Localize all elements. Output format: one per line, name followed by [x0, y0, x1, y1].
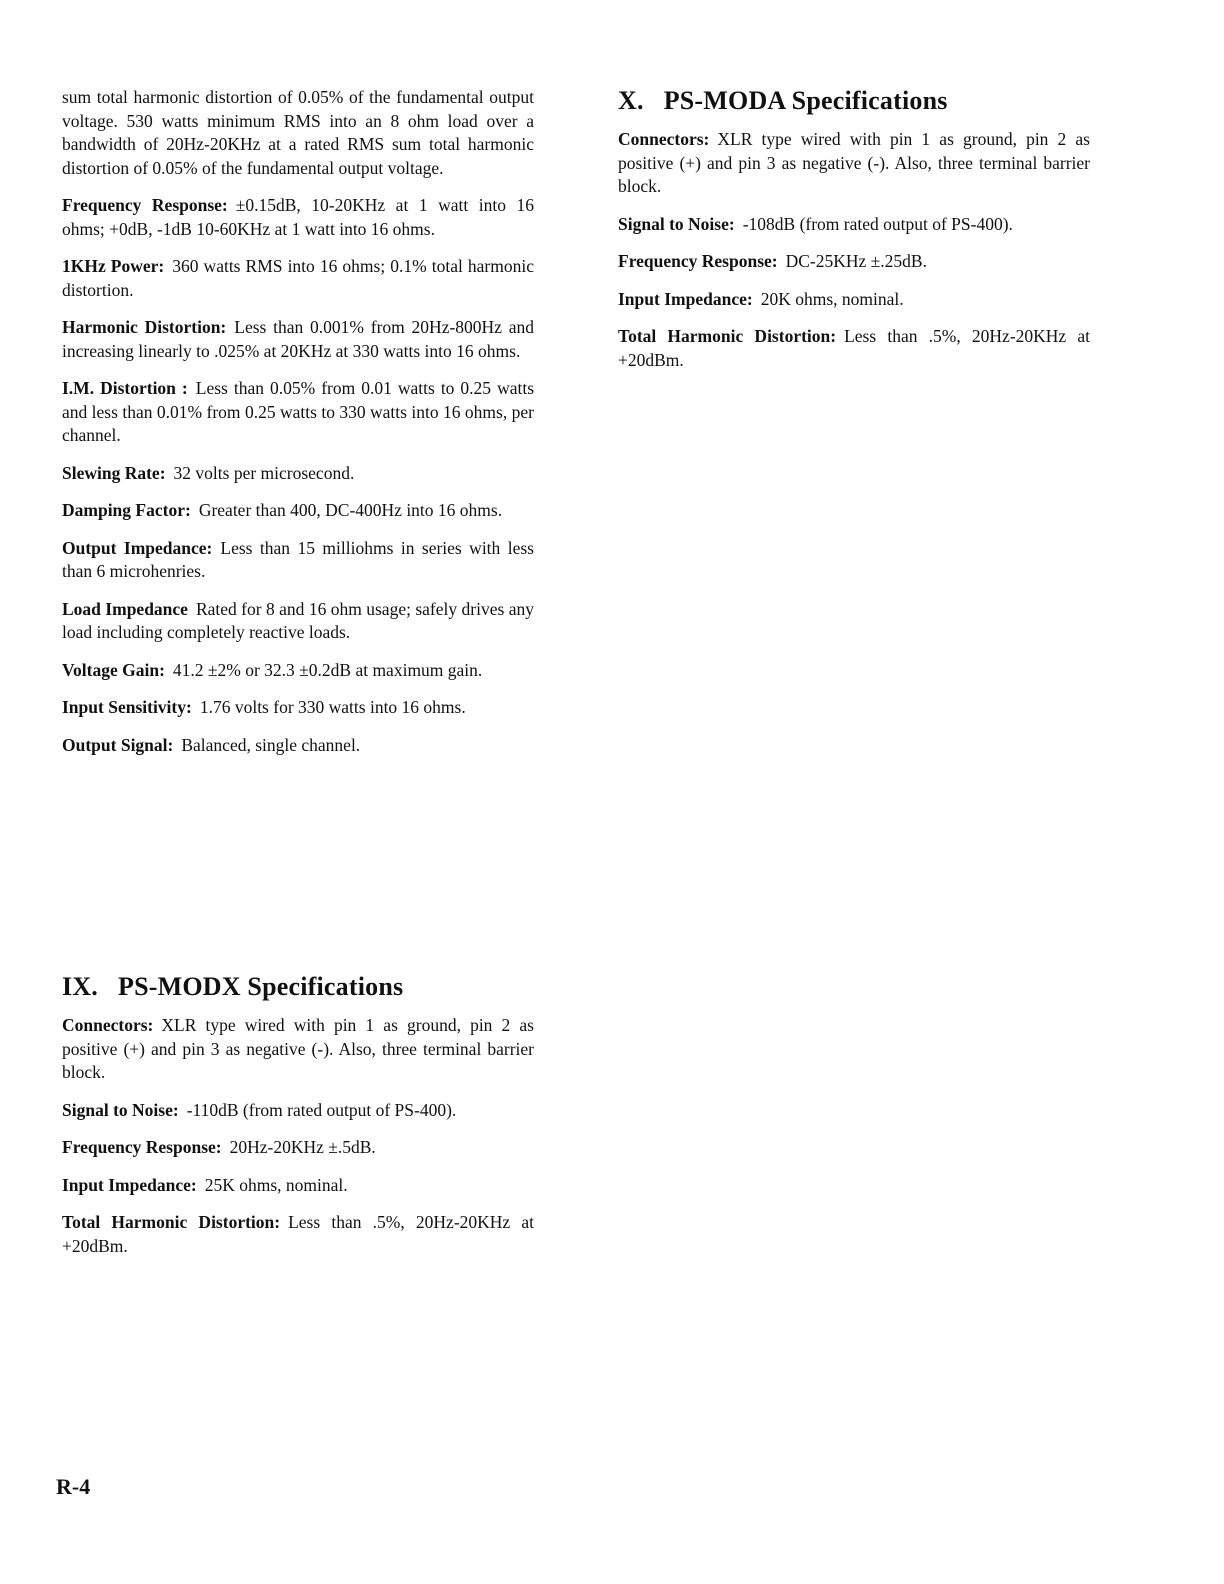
spec-text: ±0.15dB, 10-20KHz at 1 watt into 16 ohms; +0dB, -1dB 10-60KHz at 1 watt into 16 ohms.	[62, 195, 534, 239]
spec-input-impedance	[62, 1174, 534, 1198]
spec-frequency-response	[62, 1136, 534, 1160]
spec-text: 20K ohms, nominal.	[760, 288, 904, 309]
spec-label: I.M. Distortion :	[62, 378, 188, 398]
spec-label: Output Signal:	[62, 734, 174, 755]
section-heading	[618, 86, 1090, 116]
spec-text: 1.76 volts for 330 watts into 16 ohms.	[199, 697, 466, 717]
spec-connectors	[618, 128, 1090, 199]
section-ix-ps-modx	[62, 972, 534, 1272]
spec-text: Less than .5%, 20Hz-20KHz at +20dBm.	[62, 1212, 534, 1256]
spec-label: Input Sensitivity:	[62, 697, 192, 717]
spec-connectors	[62, 1014, 534, 1085]
section-title: PS-MODX Specifications	[118, 972, 404, 1001]
intro-paragraph: sum total harmonic distortion of 0.05% of the fundamental output voltage. 530 watts minimum RMS into an 8 ohm load over a bandwidth of 20Hz-20KHz at a rated RMS sum total harmonic distortion of 0.05% of the fundamental output voltage.	[62, 87, 534, 178]
spec-label: Total Harmonic Distortion:	[618, 326, 837, 346]
spec-label: Output Impedance:	[62, 537, 213, 558]
spec-label: Signal to Noise:	[618, 213, 735, 234]
spec-text: XLR type wired with pin 1 as ground, pin 2 as positive (+) and pin 3 as negative (-). Also, three terminal barrier block.	[62, 1015, 534, 1082]
spec-text: 41.2 ±2% or 32.3 ±0.2dB at maximum gain.	[172, 659, 483, 680]
spec-label: Input Impedance:	[618, 288, 753, 309]
spec-label: Signal to Noise:	[62, 1099, 179, 1120]
spec-text: Less than .5%, 20Hz-20KHz at +20dBm.	[618, 326, 1090, 370]
section-heading	[62, 972, 534, 1002]
spec-input-sensitivity	[62, 696, 534, 720]
left-column	[62, 86, 534, 771]
spec-label: Voltage Gain:	[62, 659, 165, 680]
spec-text: -108dB (from rated output of PS-400).	[742, 213, 1013, 234]
spec-slewing-rate	[62, 462, 534, 486]
spec-voltage-gain	[62, 659, 534, 683]
spec-label: Total Harmonic Distortion:	[62, 1212, 281, 1232]
spec-text: 32 volts per microsecond.	[173, 462, 355, 483]
spec-text: -110dB (from rated output of PS-400).	[186, 1099, 457, 1120]
spec-im-distortion	[62, 377, 534, 448]
section-number: X.	[618, 86, 644, 115]
spec-text: XLR type wired with pin 1 as ground, pin 2 as positive (+) and pin 3 as negative (-). Also, three terminal barrier block.	[618, 129, 1090, 196]
page-number: R-4	[56, 1474, 91, 1499]
spec-damping-factor	[62, 499, 534, 523]
spec-label: Frequency Response:	[618, 251, 778, 271]
spec-label: 1KHz Power:	[62, 256, 165, 276]
spec-output-signal	[62, 734, 534, 758]
spec-label: Connectors:	[618, 129, 710, 149]
spec-text: Less than 15 milliohms in series with less than 6 microhenries.	[62, 537, 534, 581]
spec-total-harmonic-distortion	[618, 325, 1090, 372]
spec-total-harmonic-distortion	[62, 1211, 534, 1258]
spec-text: Balanced, single channel.	[181, 734, 361, 755]
spec-text: Less than 0.001% from 20Hz-800Hz and increasing linearly to .025% at 20KHz at 330 watts into 16 ohms.	[62, 317, 534, 361]
spec-label: Harmonic Distortion:	[62, 317, 227, 337]
spec-label: Connectors:	[62, 1015, 154, 1035]
spec-frequency-response	[618, 250, 1090, 274]
spec-text: 360 watts RMS into 16 ohms; 0.1% total harmonic distortion.	[62, 256, 535, 300]
spec-frequency-response	[62, 194, 534, 241]
spec-label: Frequency Response:	[62, 1137, 222, 1157]
spec-label: Frequency Response:	[62, 195, 228, 215]
spec-text: 20Hz-20KHz ±.5dB.	[229, 1137, 376, 1157]
spec-signal-to-noise	[618, 213, 1090, 237]
spec-text: Greater than 400, DC-400Hz into 16 ohms.	[198, 500, 503, 520]
section-title: PS-MODA Specifications	[663, 86, 948, 115]
spec-text: Less than 0.05% from 0.01 watts to 0.25 watts and less than 0.01% from 0.25 watts to 330 watts into 16 ohms, per channel.	[62, 378, 535, 445]
spec-label: Slewing Rate:	[62, 462, 166, 483]
spec-load-impedance	[62, 598, 534, 645]
section-number: IX.	[62, 972, 98, 1001]
spec-text: DC-25KHz ±.25dB.	[785, 251, 927, 271]
spec-label: Load Impedance	[62, 598, 188, 619]
spec-input-impedance	[618, 288, 1090, 312]
spec-output-impedance	[62, 537, 534, 584]
spec-1khz-power	[62, 255, 534, 302]
spec-text: 25K ohms, nominal.	[204, 1174, 348, 1195]
spec-signal-to-noise	[62, 1099, 534, 1123]
section-x-ps-moda	[618, 86, 1090, 386]
spec-harmonic-distortion	[62, 316, 534, 363]
spec-label: Input Impedance:	[62, 1174, 197, 1195]
spec-text: Rated for 8 and 16 ohm usage; safely drives any load including completely reactive loads.	[62, 598, 534, 642]
spec-label: Damping Factor:	[62, 500, 191, 520]
